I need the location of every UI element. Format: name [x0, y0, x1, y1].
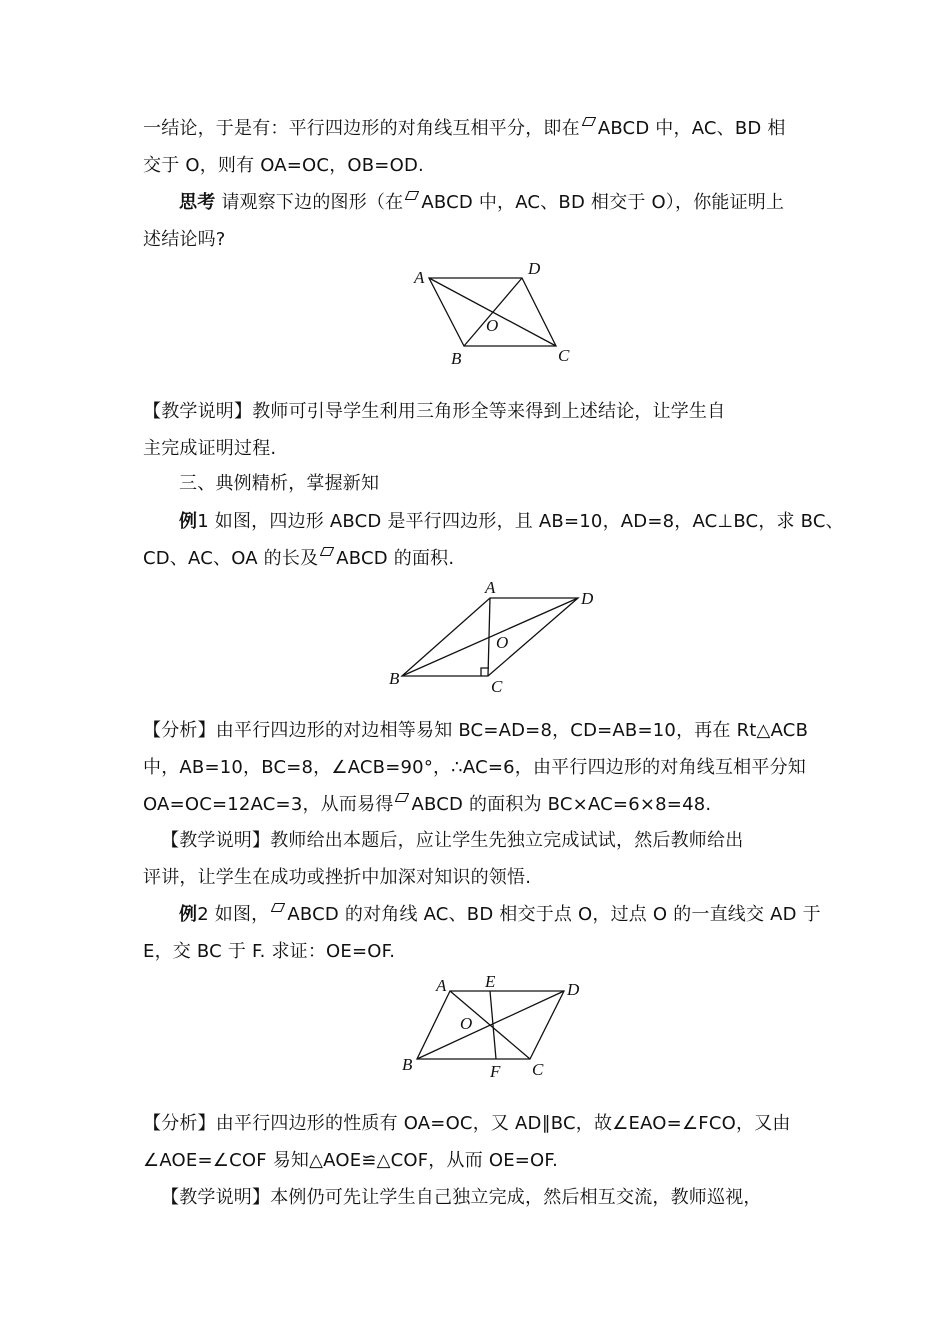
paragraph-think — [143, 184, 803, 258]
parallelogram-icon — [271, 903, 285, 912]
paragraph-example-2 — [143, 896, 821, 970]
text-line: 一结论，于是有：平行四边形的对角线互相平分，即在 ABCD 中，AC、BD 相 — [143, 118, 786, 139]
vertex-label-d: D — [581, 589, 594, 608]
parallelogram-icon — [395, 793, 409, 802]
example-label: 例 — [179, 904, 198, 925]
text-line: E，交 BC 于 F. 求证：OE=OF. — [143, 941, 396, 962]
text-line: OA=OC=12AC=3，从而易得 ABCD 的面积为 BC×AC=6×8=48. — [143, 794, 712, 815]
figure-parallelogram-3 — [395, 968, 595, 1083]
vertex-label-d: D — [567, 980, 580, 999]
think-label: 思考 — [179, 192, 216, 213]
point-label-e: E — [485, 972, 496, 991]
parallelogram-icon — [405, 191, 419, 200]
text-line: 【教学说明】教师可引导学生利用三角形全等来得到上述结论，让学生自 — [143, 401, 726, 422]
vertex-label-b: B — [389, 669, 400, 688]
text-line: 评讲，让学生在成功或挫折中加深对知识的领悟. — [143, 867, 532, 888]
vertex-label-c: C — [558, 346, 570, 365]
vertex-label-c: C — [532, 1060, 544, 1079]
vertex-label-a: A — [436, 976, 447, 995]
text-line: 交于 O，则有 OA=OC，OB=OD. — [143, 155, 424, 176]
text-line: 【教学说明】本例仍可先让学生自己独立完成，然后相互交流，教师巡视， — [161, 1187, 762, 1208]
text-line: 【分析】由平行四边形的性质有 OA=OC，又 AD∥BC，故∠EAO=∠FCO，又由 — [143, 1113, 791, 1134]
vertex-label-a: A — [414, 268, 425, 287]
vertex-label-b: B — [451, 349, 462, 368]
parallelogram-icon — [582, 117, 596, 126]
text-line: 中，AB=10，BC=8，∠ACB=90°，∴AC=6，由平行四边形的对角线互相平分知 — [143, 757, 806, 778]
text-line: 【分析】由平行四边形的对边相等易知 BC=AD=8，CD=AB=10，再在 Rt△ACB — [143, 720, 809, 741]
diagonal-bd — [464, 278, 522, 346]
text-line: 思考 请观察下边的图形（在 ABCD 中，AC、BD 相交于 O），你能证明上 — [179, 192, 785, 213]
figure-parallelogram-2 — [385, 578, 600, 696]
text-line: 【教学说明】教师给出本题后，应让学生先独立完成试试，然后教师给出 — [161, 830, 744, 851]
vertex-label-b: B — [402, 1055, 413, 1074]
point-label-o: O — [460, 1014, 473, 1033]
paragraph-teaching-note-3 — [143, 1179, 803, 1216]
vertex-label-d: D — [528, 259, 541, 278]
text-line: 述结论吗? — [143, 229, 226, 250]
point-label-f: F — [490, 1062, 501, 1081]
parallelogram-icon — [320, 547, 334, 556]
paragraph-analysis-1 — [143, 712, 809, 823]
text-line: 例1 如图，四边形 ABCD 是平行四边形，且 AB=10，AD=8，AC⊥BC，求 BC、 — [179, 511, 844, 532]
text-line: 主完成证明过程. — [143, 438, 277, 459]
paragraph-example-1 — [143, 503, 844, 577]
paragraph-analysis-2 — [143, 1105, 803, 1179]
paragraph-teaching-note-2 — [143, 822, 803, 896]
point-label-o: O — [486, 316, 499, 335]
text-line: 例2 如图， ABCD 的对角线 AC、BD 相交于点 O，过点 O 的一直线交 AD 于 — [179, 904, 821, 925]
example-label: 例 — [179, 511, 198, 532]
paragraph-teaching-note-1 — [143, 393, 803, 467]
vertex-label-a: A — [485, 578, 496, 597]
figure-parallelogram-1 — [400, 255, 600, 370]
vertex-label-c: C — [491, 677, 503, 696]
section-heading: 三、典例精析，掌握新知 — [179, 473, 380, 494]
text-line: ∠AOE=∠COF 易知△AOE≌△COF，从而 OE=OF. — [143, 1150, 558, 1171]
paragraph-conclusion — [143, 110, 803, 184]
point-label-o: O — [496, 633, 509, 652]
text-line: CD、AC、OA 的长及 ABCD 的面积. — [143, 548, 455, 569]
